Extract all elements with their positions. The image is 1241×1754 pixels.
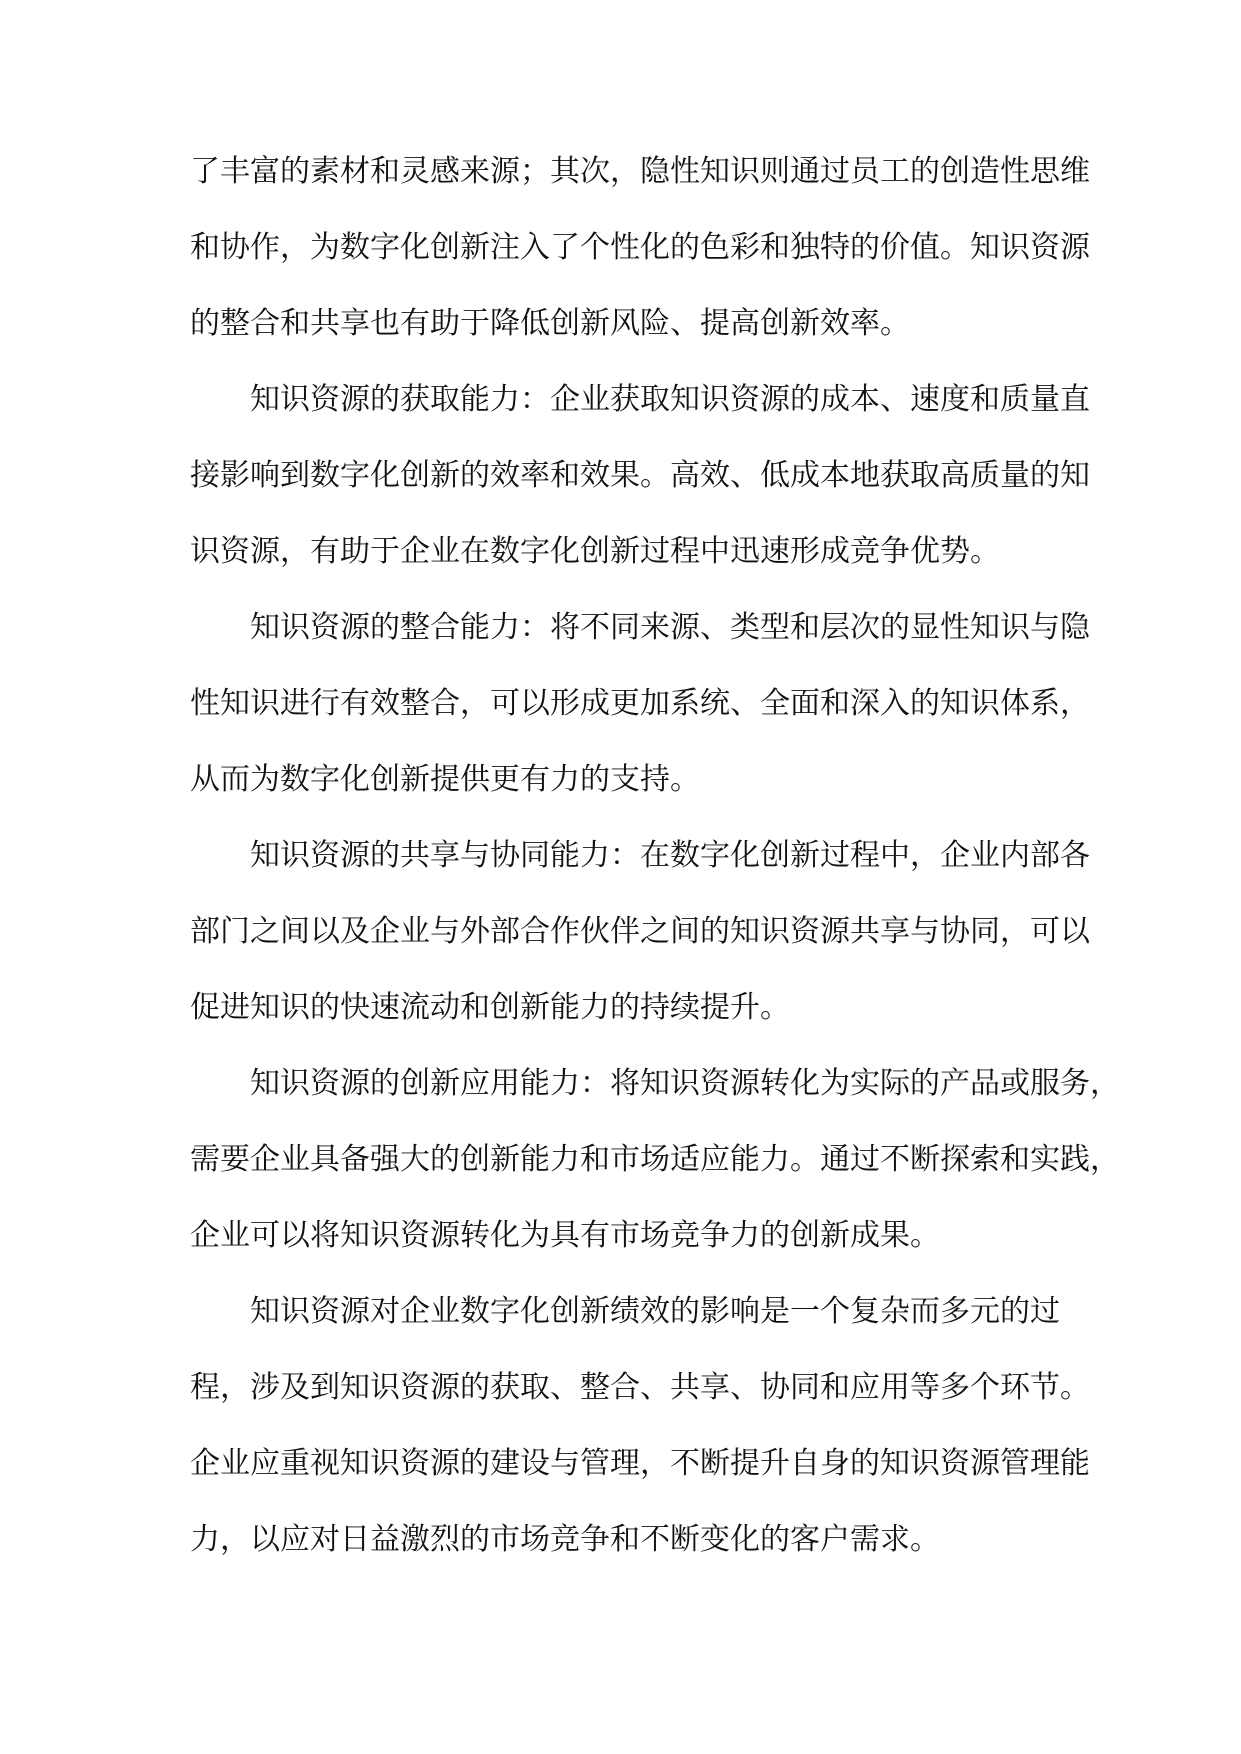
paragraph-conclusion xyxy=(190,1280,1090,1584)
paragraph-continuation xyxy=(190,140,1090,368)
text-line: 知识资源的共享与协同能力：在数字化创新过程中，企业内部各 xyxy=(250,838,1090,873)
text-line: 企业可以将知识资源转化为具有市场竞争力的创新成果。 xyxy=(190,1218,940,1253)
text-line: 程，涉及到知识资源的获取、整合、共享、协同和应用等多个环节。 xyxy=(190,1370,1090,1405)
text-line: 知识资源的创新应用能力：将知识资源转化为实际的产品或服务， xyxy=(250,1066,1120,1101)
text-line: 促进知识的快速流动和创新能力的持续提升。 xyxy=(190,990,790,1025)
text-line: 从而为数字化创新提供更有力的支持。 xyxy=(190,762,700,797)
text-line: 部门之间以及企业与外部合作伙伴之间的知识资源共享与协同，可以 xyxy=(190,914,1090,949)
text-line: 识资源，有助于企业在数字化创新过程中迅速形成竞争优势。 xyxy=(190,534,1000,569)
body-text xyxy=(190,140,1120,1584)
text-line: 和协作，为数字化创新注入了个性化的色彩和独特的价值。知识资源 xyxy=(190,230,1090,265)
text-line: 知识资源的获取能力：企业获取知识资源的成本、速度和质量直 xyxy=(250,382,1090,417)
text-line: 了丰富的素材和灵感来源；其次，隐性知识则通过员工的创造性思维 xyxy=(190,154,1090,189)
text-line: 接影响到数字化创新的效率和效果。高效、低成本地获取高质量的知 xyxy=(190,458,1090,493)
text-line: 知识资源对企业数字化创新绩效的影响是一个复杂而多元的过 xyxy=(250,1294,1060,1329)
paragraph-acquisition-capability xyxy=(190,368,1090,596)
text-line: 知识资源的整合能力：将不同来源、类型和层次的显性知识与隐 xyxy=(250,610,1090,645)
text-line: 的整合和共享也有助于降低创新风险、提高创新效率。 xyxy=(190,306,910,341)
text-line: 需要企业具备强大的创新能力和市场适应能力。通过不断探索和实践， xyxy=(190,1142,1120,1177)
paragraph-integration-capability xyxy=(190,596,1090,824)
text-line: 力，以应对日益激烈的市场竞争和不断变化的客户需求。 xyxy=(190,1522,940,1557)
text-line: 性知识进行有效整合，可以形成更加系统、全面和深入的知识体系， xyxy=(190,686,1090,721)
paragraph-application-capability xyxy=(190,1052,1120,1280)
text-line: 企业应重视知识资源的建设与管理，不断提升自身的知识资源管理能 xyxy=(190,1446,1090,1481)
paragraph-sharing-capability xyxy=(190,824,1090,1052)
